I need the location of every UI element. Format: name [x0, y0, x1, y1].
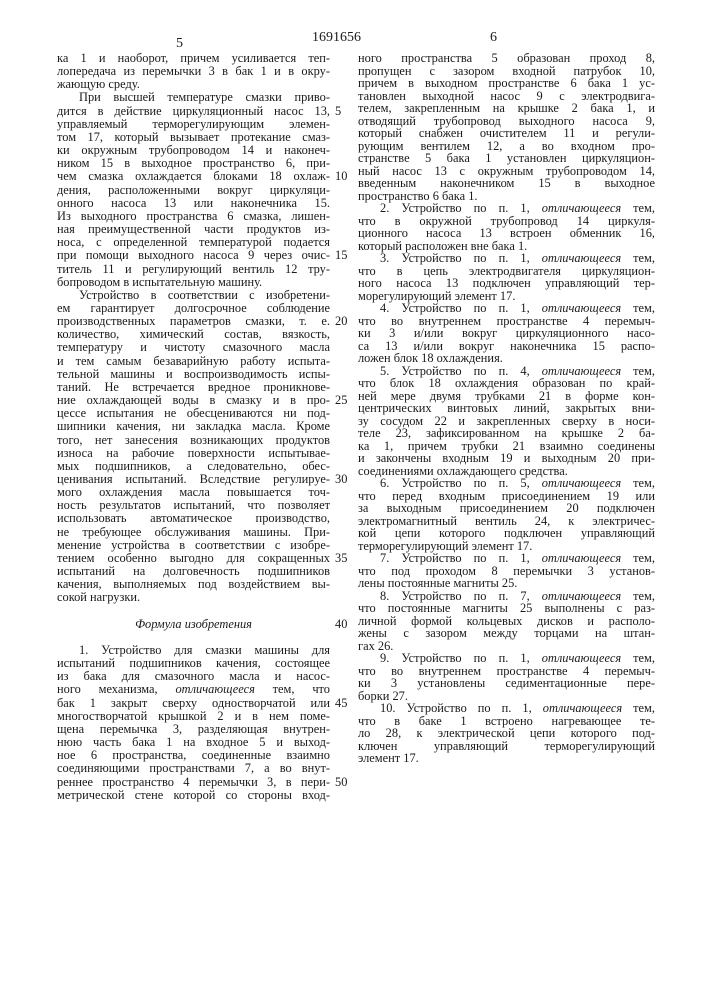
text-line: 1. Устройство для смазки машины для	[57, 644, 330, 657]
text-line: 7. Устройство по п. 1, отличающееся тем,	[358, 552, 655, 565]
text-line: реннее пространство 4 перемычки 3, в пери- 50	[57, 776, 330, 789]
text-line: 9. Устройство по п. 1, отличающееся тем,	[358, 652, 655, 665]
page-number-right: 6	[490, 30, 497, 46]
text-line: дения, расположенными вокруг циркуляци-	[57, 184, 330, 197]
right-text-column	[358, 52, 655, 765]
text-line: причем в выходном пространстве 6 бака 1 ус-	[358, 77, 655, 90]
text-line: 2. Устройство по п. 1, отличающееся тем,	[358, 202, 655, 215]
text-line: ценивания испытаний. Вследствие регулируе- 30	[57, 473, 330, 486]
margin-line-number: 5	[335, 105, 341, 118]
paragraph	[57, 644, 330, 802]
text-line: ключен управляющий терморегулирующий	[358, 740, 655, 753]
text-line: ло 28, к электрической цепи которого под-	[358, 727, 655, 740]
text-line: нюю часть бака 1 на входное 5 и выход-	[57, 736, 330, 749]
text-line: центрических винтовых линий, закрытых вни-	[358, 402, 655, 415]
text-line: ного насоса 13 подключен управляющий тер-	[358, 277, 655, 290]
text-line: что постоянные магниты 25 выполнены с раз-	[358, 602, 655, 615]
page-number-left: 5	[176, 36, 183, 52]
paragraph	[358, 702, 655, 765]
text-line: соединениями охлаждающего средства.	[358, 465, 655, 478]
margin-line-number: 15	[335, 249, 347, 262]
text-line: качения, выполняемых под воздействием вы-	[57, 578, 330, 591]
text-line: 6. Устройство по п. 5, отличающееся тем,	[358, 477, 655, 490]
text-line: из бака для смазочного масла и насос-	[57, 670, 330, 683]
text-line: Из выходного пространства 6 смазка, лишен-	[57, 210, 330, 223]
text-line: производственных параметров смазки, т. е. 20	[57, 315, 330, 328]
text-line: температуру и чистоту смазочного масла	[57, 341, 330, 354]
text-line: При высшей температуре смазки приво-	[57, 91, 330, 104]
paragraph	[57, 91, 330, 288]
text-line: ки 3 установлены седиментационные пере-	[358, 677, 655, 690]
text-line: 3. Устройство по п. 1, отличающееся тем,	[358, 252, 655, 265]
text-line: са 13 и/или вокруг наконечника 15 распо-	[358, 340, 655, 353]
margin-line-number: 50	[335, 776, 347, 789]
text-line: что в баке 1 встроено нагревающее те-	[358, 715, 655, 728]
text-line: что во внутреннем пространстве 4 перемыч-	[358, 665, 655, 678]
text-line: шипники качения, ни закладка масла. Кроме	[57, 420, 330, 433]
text-line: ного механизма, отличающееся тем, что	[57, 683, 330, 696]
text-line: ки 3 и/или вокруг циркуляционного насо-	[358, 327, 655, 340]
text-line: бак 1 закрыт сверху одностворчатой или 45	[57, 697, 330, 710]
italic-term: отличающееся	[543, 701, 622, 715]
text-line: лены постоянные магниты 25.	[358, 577, 655, 590]
text-line: управляемый терморегулирующим элемен-	[57, 118, 330, 131]
blank-line	[57, 605, 330, 618]
paragraph	[358, 652, 655, 702]
italic-term: отличающееся	[542, 589, 621, 603]
margin-line-number: 35	[335, 552, 347, 565]
margin-line-number: 20	[335, 315, 347, 328]
text-line: зу сосудом 22 и закрепленных сверху в носи-	[358, 415, 655, 428]
text-line: чем смазка охлаждается блоками 18 охлаж- 10	[57, 170, 330, 183]
text-line: странстве 5 бака 1 установлен циркуляцион-	[358, 152, 655, 165]
text-line: ционного насоса 13 встроен обменник 16,	[358, 227, 655, 240]
text-line: 10. Устройство по п. 1, отличающееся тем,	[358, 702, 655, 715]
section-heading: Формула изобретения 40	[57, 618, 330, 631]
paragraph	[358, 52, 655, 202]
text-line: дится в действие циркуляционный насос 13, 5	[57, 105, 330, 118]
paragraph	[358, 302, 655, 365]
margin-line-number: 45	[335, 697, 347, 710]
left-text-column	[57, 52, 330, 802]
text-line: ложен блок 18 охлаждения.	[358, 352, 655, 365]
text-line: введенным наконечником 15 в выходное	[358, 177, 655, 190]
text-line: гах 26.	[358, 640, 655, 653]
text-line: ная преимущественной части продуктов из-	[57, 223, 330, 236]
text-line: что в цепь электродвигателя циркуляцион-	[358, 265, 655, 278]
italic-term: отличающееся	[542, 551, 621, 565]
text-line: и закончены входным 19 и выходным 20 при-	[358, 452, 655, 465]
text-line: элемент 17.	[358, 752, 655, 765]
text-line: цессе испытания не обесцениваются ни под-	[57, 407, 330, 420]
text-line: что перед входным присоединением 19 или	[358, 490, 655, 503]
text-line: метрической стене которой со стороны вход-	[57, 789, 330, 802]
paragraph	[358, 552, 655, 590]
patent-number: 1691656	[312, 30, 361, 46]
italic-term: отличающееся	[542, 201, 621, 215]
text-line: мого охлаждения масла повышается точ-	[57, 486, 330, 499]
text-line: ность результатов испытаний, что позволяет	[57, 499, 330, 512]
text-line: титель 11 и регулирующий вентиль 12 тру-	[57, 263, 330, 276]
paragraph	[358, 477, 655, 552]
text-line: кой цепи которого подключен управляющий	[358, 527, 655, 540]
text-line: борки 27.	[358, 690, 655, 703]
text-line: тановлен выходной насос 9 с электродвига-	[358, 90, 655, 103]
text-line: многостворчатой крышкой 2 и в нем поме-	[57, 710, 330, 723]
text-line: что в окружной трубопровод 14 циркуля-	[358, 215, 655, 228]
text-line: менение устройства в соответствии с изобре-	[57, 539, 330, 552]
italic-term: отличающееся	[542, 251, 621, 265]
text-line: ное 6 пространства, соединенные взаимно	[57, 749, 330, 762]
text-line: жены с зазором между торцами на штан-	[358, 627, 655, 640]
text-line: не требующее обслуживания машины. При-	[57, 526, 330, 539]
text-line: 8. Устройство по п. 7, отличающееся тем,	[358, 590, 655, 603]
text-line: количество, химический состав, вязкость,	[57, 328, 330, 341]
text-line: морегулирующий элемент 17.	[358, 290, 655, 303]
text-line: за выходным присоединением 20 подключен	[358, 502, 655, 515]
paragraph	[57, 52, 330, 91]
text-line: том 17, который вызывает протекание смаз-	[57, 131, 330, 144]
margin-line-number: 10	[335, 170, 347, 183]
paragraph	[358, 252, 655, 302]
margin-line-number: 25	[335, 394, 347, 407]
text-line: тением особенно выгодно для сокращенных 35	[57, 552, 330, 565]
text-line: носа, с определенной температурой подается	[57, 236, 330, 249]
text-line: ного пространства 5 образован проход 8,	[358, 52, 655, 65]
text-line: пространство 6 бака 1.	[358, 190, 655, 203]
text-line: бопроводом в испытательную машину.	[57, 276, 330, 289]
text-line: того, нет занесения возникающих продуктов	[57, 434, 330, 447]
text-line: мых подшипников, а следовательно, обес-	[57, 460, 330, 473]
text-line: сокой нагрузки.	[57, 591, 330, 604]
text-line: использовать автоматическое производство,	[57, 512, 330, 525]
text-line: онного насоса 13 или наконечника 15.	[57, 197, 330, 210]
text-line: ем гарантирует долгосрочное соблюдение	[57, 302, 330, 315]
paragraph	[358, 365, 655, 478]
text-line: пропущен с зазором входной патрубок 10,	[358, 65, 655, 78]
text-line: щена перемычка 3, разделяющая внутрен-	[57, 723, 330, 736]
italic-term: отличающееся	[175, 682, 254, 696]
text-line: 4. Устройство по п. 1, отличающееся тем,	[358, 302, 655, 315]
text-line: лопередача из перемычки 3 в бак 1 и в окру-	[57, 65, 330, 78]
text-line: и тем самым безаварийную работу испыта-	[57, 355, 330, 368]
text-line: который снабжен очистителем 11 и регули-	[358, 127, 655, 140]
text-line: соединяющими пространствами 7, а во внут-	[57, 762, 330, 775]
text-line: отводящий трубопровод выходного насоса 9,	[358, 115, 655, 128]
text-line: ней мере двумя трубками 21 в форме кон-	[358, 390, 655, 403]
italic-term: отличающееся	[542, 476, 621, 490]
margin-line-number: 40	[335, 618, 347, 631]
italic-term: отличающееся	[542, 364, 621, 378]
text-line: что во внутреннем пространстве 4 перемыч-	[358, 315, 655, 328]
italic-term: отличающееся	[542, 651, 621, 665]
text-line: терморегулирующий элемент 17.	[358, 540, 655, 553]
text-line: теле 23, зафиксированном на крышке 2 ба-	[358, 427, 655, 440]
text-line: ние охлаждающей воды в смазку и в про- 25	[57, 394, 330, 407]
text-line: ный насос 13 с окружным трубопроводом 14,	[358, 165, 655, 178]
paragraph	[358, 202, 655, 252]
italic-term: отличающееся	[542, 301, 621, 315]
text-line: испытаний подшипников качения, состоящее	[57, 657, 330, 670]
text-line: жающую среду.	[57, 78, 330, 91]
text-line: тельной машины и воспроизводимость испы-	[57, 368, 330, 381]
text-line: износа на рабочие поверхности испытывае-	[57, 447, 330, 460]
text-line: ка 1, причем трубки 21 взаимно соединены	[358, 440, 655, 453]
paragraph	[57, 289, 330, 605]
text-line: таний. Не встречается вредное проникнове-	[57, 381, 330, 394]
text-line: который расположен вне бака 1.	[358, 240, 655, 253]
paragraph	[358, 590, 655, 653]
text-line: что под проходом 8 перемычки 3 установ-	[358, 565, 655, 578]
text-line: 5. Устройство по п. 4, отличающееся тем,	[358, 365, 655, 378]
text-line: ником 15 в выходное пространство 6, при-	[57, 157, 330, 170]
text-line: электромагнитный вентиль 24, к электричес-	[358, 515, 655, 528]
text-line: при помощи выходного насоса 9 через очис- 15	[57, 249, 330, 262]
text-line: личной формой кольцевых дисков и располо-	[358, 615, 655, 628]
text-line: ки окружным трубопроводом 14 и наконеч-	[57, 144, 330, 157]
text-line: Устройство в соответствии с изобретени-	[57, 289, 330, 302]
text-line: испытаний на долговечность подшипников	[57, 565, 330, 578]
text-line: что блок 18 охлаждения образован по край-	[358, 377, 655, 390]
text-line: телем, закрепленным на крышке 2 бака 1, и	[358, 102, 655, 115]
text-line: рующим вентилем 12, а во входном про-	[358, 140, 655, 153]
text-line: ка 1 и наоборот, причем усиливается теп-	[57, 52, 330, 65]
margin-line-number: 30	[335, 473, 347, 486]
